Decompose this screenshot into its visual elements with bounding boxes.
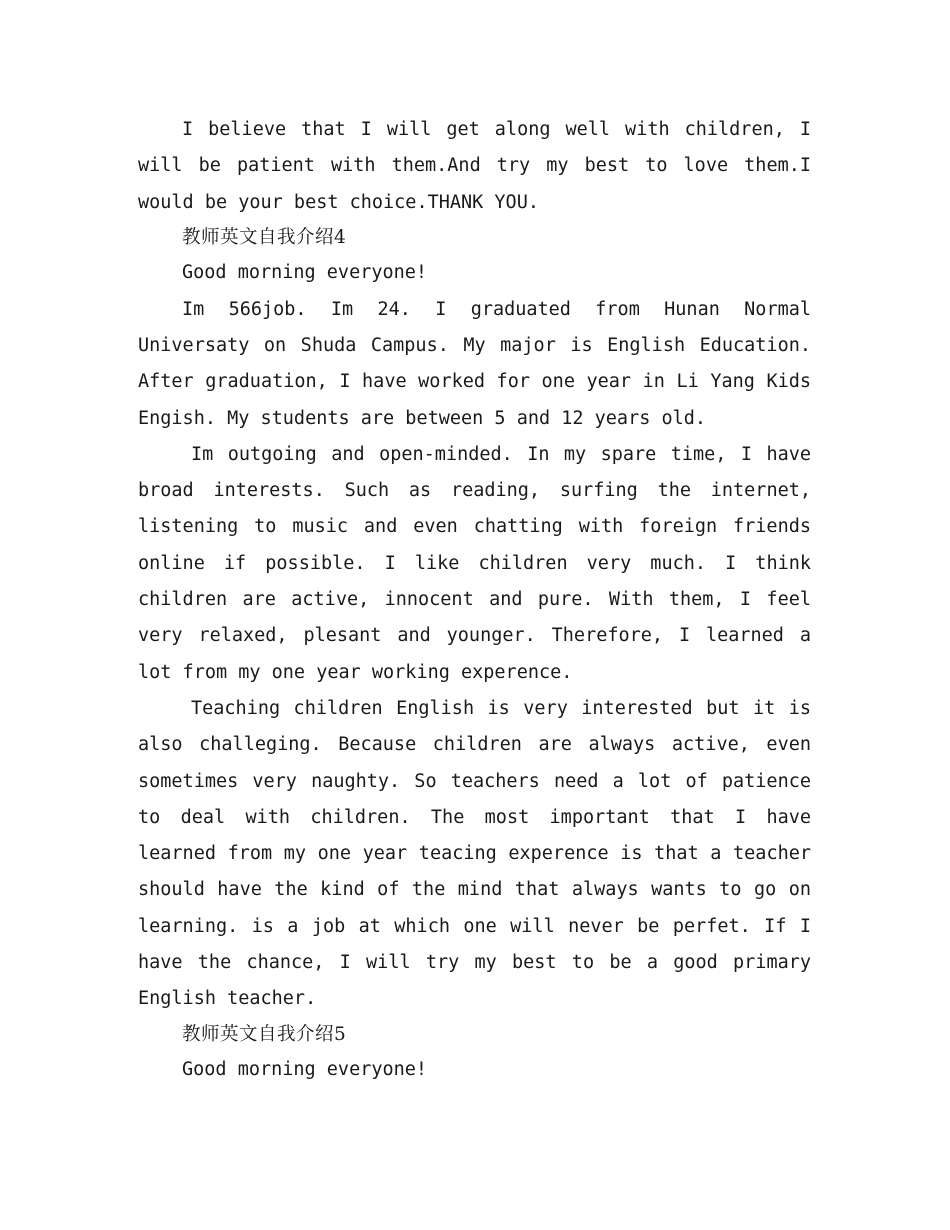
greeting-line-5: Good morning everyone! [182,1059,428,1081]
paragraph-personality: Im outgoing and open-minded. In my spare time, I have broad interests. Such as reading, surfing the internet, listening to music and even chatting with foreign friends online if possible. I like children very much. I think children are active, innocent and pure. With them, I feel very relaxed, plesant and younger. Therefore, I learned a lot from my one year working experence. [138,443,811,683]
greeting-line-4: Good morning everyone! [182,262,428,284]
section-heading-5: 教师英文自我介绍5 [182,1023,347,1045]
paragraph-background: Im 566job. Im 24. I graduated from Hunan Normal Universaty on Shuda Campus. My major is English Education. After graduation, I have worked for one year in Li Yang Kids Engish. My students are between 5 and 12 years old. [138,298,811,429]
section-heading-4: 教师英文自我介绍4 [182,226,347,248]
document-body [138,112,811,1088]
paragraph-teaching-experience: Teaching children English is very interested but it is also challeging. Because children are always active, even sometimes very naughty. So teachers need a lot of patience to deal with children. The most important that I have learned from my one year teacing experence is that a teacher should have the kind of the mind that always wants to go on learning. is a job at which one will never be perfet. If I have the chance, I will try my best to be a good primary English teacher. [138,697,811,1010]
paragraph-closing-statement: I believe that I will get along well with children, I will be patient with them.And try my best to love them.I would be your best choice.THANK YOU. [138,119,811,213]
